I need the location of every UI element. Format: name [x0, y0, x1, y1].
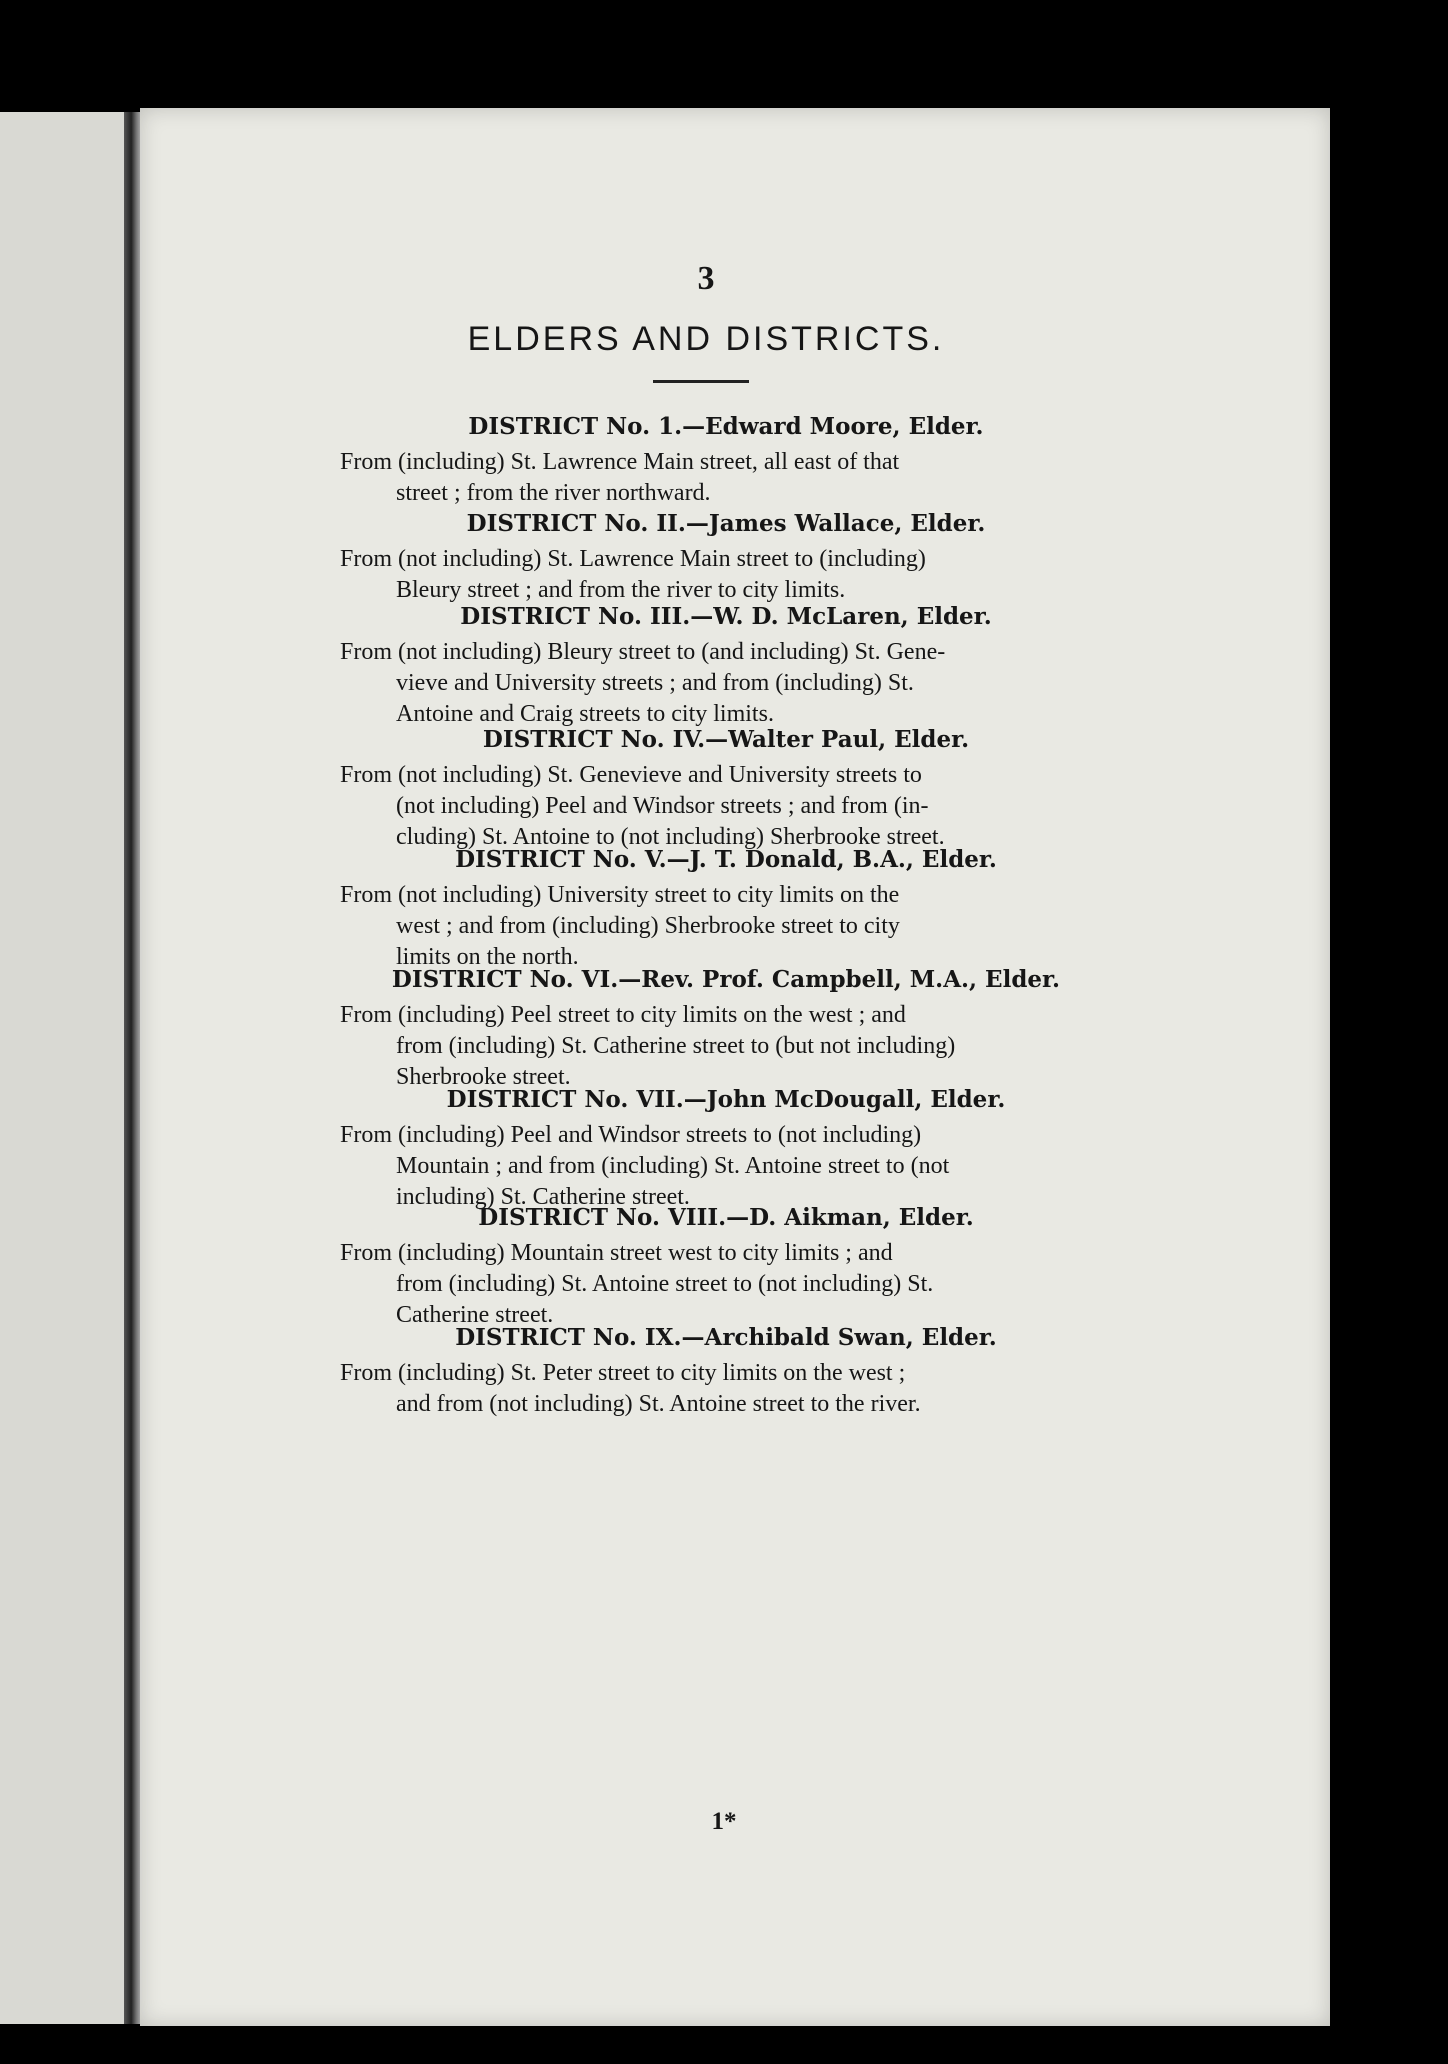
- description-line: and from (not including) St. Antoine street to the river.: [396, 1391, 921, 1417]
- description-line: Bleury street ; and from the river to city limits.: [396, 577, 846, 603]
- district-title: DISTRICT No. VI.—Rev. Prof. Campbell, M.A., Elder.: [391, 966, 1061, 993]
- heading-rule: [653, 380, 749, 383]
- district-title: DISTRICT No. III.—W. D. McLaren, Elder.: [460, 603, 992, 630]
- description-line: From (including) St. Peter street to city limits on the west ;: [340, 1360, 906, 1386]
- district-title: DISTRICT No. IX.—Archibald Swan, Elder.: [455, 1324, 997, 1351]
- description-line: including) St. Catherine street.: [396, 1184, 690, 1210]
- description-line: Catherine street.: [396, 1302, 554, 1328]
- description-line: From (not including) Bleury street to (and including) St. Gene-: [340, 639, 946, 665]
- description-line: From (not including) University street to city limits on the: [340, 882, 900, 908]
- description-line: Mountain ; and from (including) St. Antoine street to (not: [396, 1153, 950, 1179]
- description-line: from (including) St. Antoine street to (not including) St.: [396, 1271, 934, 1297]
- district-description: [340, 447, 1115, 509]
- description-line: west ; and from (including) Sherbrooke street to city: [396, 913, 900, 939]
- description-line: From (including) St. Lawrence Main street, all east of that: [340, 449, 900, 475]
- district-title: DISTRICT No. 1.—Edward Moore, Elder.: [468, 413, 984, 440]
- description-line: limits on the north.: [396, 944, 579, 970]
- description-line: From (including) Peel street to city limits on the west ; and: [340, 1002, 906, 1028]
- district-description: [340, 1358, 1115, 1420]
- district-description: [340, 1000, 1115, 1093]
- district-description: [340, 544, 1115, 606]
- facing-page-edge: [0, 112, 128, 2024]
- district-title: DISTRICT No. VII.—John McDougall, Elder.: [446, 1086, 1006, 1113]
- signature-mark: 1*: [711, 1808, 737, 1835]
- description-line: street ; from the river northward.: [396, 480, 711, 506]
- description-line: Sherbrooke street.: [396, 1064, 571, 1090]
- description-line: From (including) Peel and Windsor streets to (not including): [340, 1122, 922, 1148]
- description-line: (not including) Peel and Windsor streets ; and from (in-: [396, 793, 929, 819]
- page-number: 3: [697, 260, 715, 297]
- district-title: DISTRICT No. II.—James Wallace, Elder.: [466, 510, 986, 537]
- district-description: [340, 760, 1115, 853]
- description-line: From (not including) St. Lawrence Main street to (including): [340, 546, 926, 572]
- district-title: DISTRICT No. IV.—Walter Paul, Elder.: [482, 726, 970, 753]
- description-line: From (including) Mountain street west to city limits ; and: [340, 1240, 893, 1266]
- district-title: DISTRICT No. V.—J. T. Donald, B.A., Elder.: [455, 846, 997, 873]
- description-line: Antoine and Craig streets to city limits.: [396, 701, 774, 727]
- district-description: [340, 637, 1115, 730]
- description-line: From (not including) St. Genevieve and University streets to: [340, 762, 922, 788]
- district-description: [340, 880, 1115, 973]
- description-line: from (including) St. Catherine street to (but not including): [396, 1033, 956, 1059]
- district-title: DISTRICT No. VIII.—D. Aikman, Elder.: [478, 1204, 974, 1231]
- description-line: vieve and University streets ; and from (including) St.: [396, 670, 914, 696]
- document-page: [140, 108, 1330, 2026]
- description-line: cluding) St. Antoine to (not including) Sherbrooke street.: [396, 824, 945, 850]
- district-description: [340, 1120, 1115, 1213]
- district-description: [340, 1238, 1115, 1331]
- page-heading: ELDERS AND DISTRICTS.: [467, 320, 945, 358]
